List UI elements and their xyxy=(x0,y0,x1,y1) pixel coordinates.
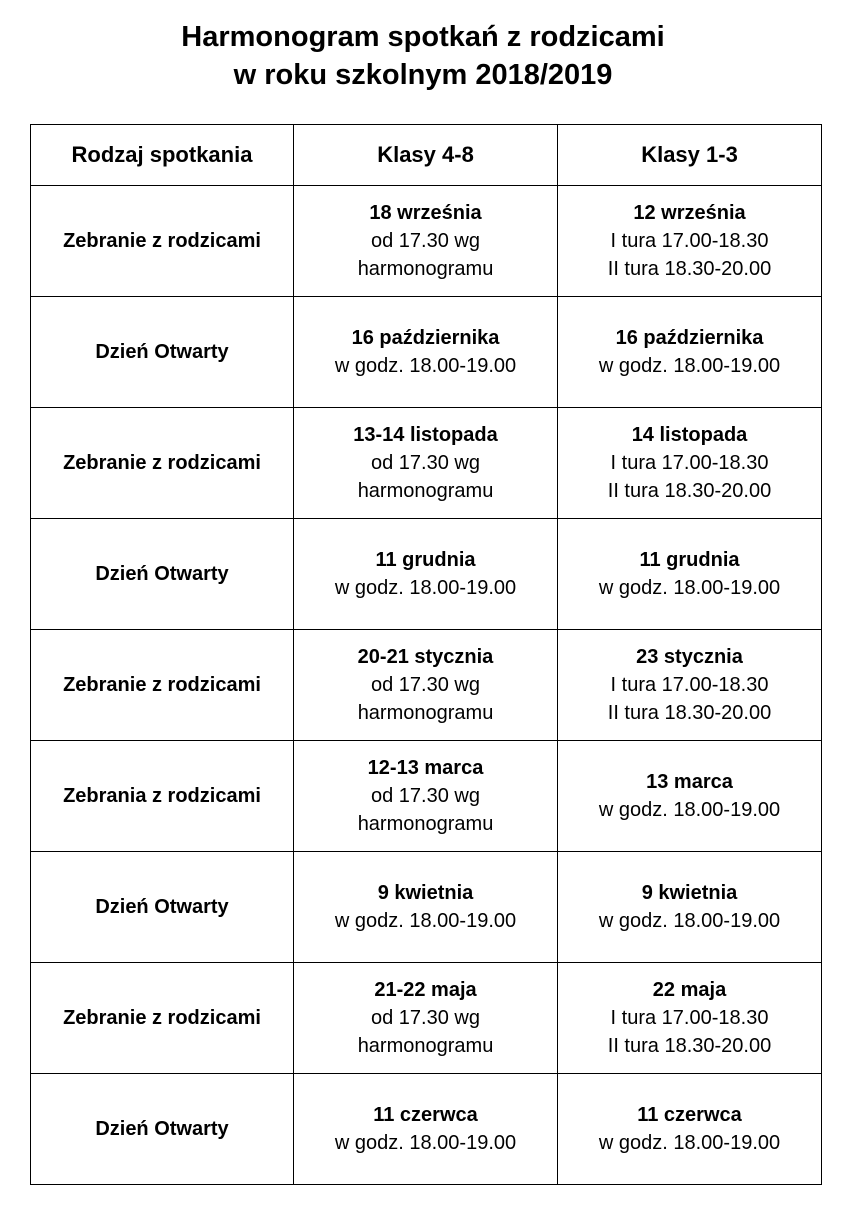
meeting-detail-2: harmonogramu xyxy=(357,1035,494,1057)
meeting-detail-2: harmonogramu xyxy=(357,813,494,835)
meeting-detail-1: I tura 17.00-18.30 xyxy=(610,230,769,252)
meeting-detail-2: II tura 18.30-20.00 xyxy=(607,702,772,724)
meeting-detail-1: w godz. 18.00-19.00 xyxy=(334,910,517,932)
table-row xyxy=(31,1074,822,1185)
header-grades-4-8: Klasy 4-8 xyxy=(294,125,558,186)
meeting-detail-1: I tura 17.00-18.30 xyxy=(610,1007,769,1029)
meeting-detail-1: od 17.30 wg xyxy=(371,230,480,252)
table-header-row xyxy=(31,125,822,186)
table-row xyxy=(31,519,822,630)
meeting-type-cell: Dzień Otwarty xyxy=(31,297,294,408)
grades-4-8-cell xyxy=(294,519,558,630)
meeting-type-cell: Dzień Otwarty xyxy=(31,1074,294,1185)
meeting-date: 16 października xyxy=(615,327,764,349)
meeting-detail-2: II tura 18.30-20.00 xyxy=(607,1035,772,1057)
meeting-detail-1: od 17.30 wg xyxy=(371,785,480,807)
meeting-type-cell: Dzień Otwarty xyxy=(31,852,294,963)
meeting-detail-1: od 17.30 wg xyxy=(371,674,480,696)
meeting-detail-2: harmonogramu xyxy=(357,480,494,502)
meeting-date: 9 kwietnia xyxy=(641,882,738,904)
meeting-date: 11 czerwca xyxy=(637,1104,742,1126)
title-line-2: w roku szkolnym 2018/2019 xyxy=(233,59,613,91)
table-row xyxy=(31,630,822,741)
meeting-type-cell: Zebranie z rodzicami xyxy=(31,186,294,297)
meeting-type-cell: Zebrania z rodzicami xyxy=(31,741,294,852)
grades-1-3-cell xyxy=(558,297,822,408)
grades-1-3-cell xyxy=(558,519,822,630)
meeting-detail-1: w godz. 18.00-19.00 xyxy=(598,1132,781,1154)
meeting-detail-1: I tura 17.00-18.30 xyxy=(610,674,769,696)
schedule-table xyxy=(30,124,822,1185)
grades-4-8-cell xyxy=(294,186,558,297)
meeting-date: 22 maja xyxy=(652,979,727,1001)
grades-4-8-cell xyxy=(294,297,558,408)
grades-4-8-cell xyxy=(294,408,558,519)
page-title xyxy=(0,18,846,94)
meeting-date: 23 stycznia xyxy=(636,646,743,668)
meeting-detail-1: od 17.30 wg xyxy=(371,1007,480,1029)
meeting-detail-2: II tura 18.30-20.00 xyxy=(607,480,772,502)
meeting-detail-1: w godz. 18.00-19.00 xyxy=(598,910,781,932)
table-row xyxy=(31,741,822,852)
meeting-date: 11 grudnia xyxy=(375,549,476,571)
table-row xyxy=(31,852,822,963)
meeting-date: 18 września xyxy=(369,202,482,224)
meeting-date: 11 grudnia xyxy=(639,549,740,571)
meeting-date: 13 marca xyxy=(646,771,733,793)
meeting-date: 20-21 stycznia xyxy=(357,646,494,668)
title-line-1: Harmonogram spotkań z rodzicami xyxy=(181,21,665,53)
meeting-date: 16 października xyxy=(351,327,500,349)
grades-1-3-cell xyxy=(558,408,822,519)
meeting-detail-1: w godz. 18.00-19.00 xyxy=(598,355,781,377)
table-row xyxy=(31,297,822,408)
meeting-detail-1: w godz. 18.00-19.00 xyxy=(334,1132,517,1154)
meeting-type-cell: Zebranie z rodzicami xyxy=(31,630,294,741)
meeting-date: 14 listopada xyxy=(631,424,748,446)
header-grades-1-3: Klasy 1-3 xyxy=(558,125,822,186)
header-meeting-type: Rodzaj spotkania xyxy=(31,125,294,186)
meeting-detail-1: w godz. 18.00-19.00 xyxy=(598,577,781,599)
meeting-detail-2: II tura 18.30-20.00 xyxy=(607,258,772,280)
grades-1-3-cell xyxy=(558,1074,822,1185)
table-row xyxy=(31,963,822,1074)
meeting-detail-2: harmonogramu xyxy=(357,258,494,280)
grades-4-8-cell xyxy=(294,963,558,1074)
meeting-detail-1: w godz. 18.00-19.00 xyxy=(598,799,781,821)
table-row xyxy=(31,186,822,297)
grades-1-3-cell xyxy=(558,963,822,1074)
grades-4-8-cell xyxy=(294,741,558,852)
meeting-date: 21-22 maja xyxy=(374,979,477,1001)
meeting-detail-1: od 17.30 wg xyxy=(371,452,480,474)
meeting-date: 9 kwietnia xyxy=(377,882,474,904)
meeting-detail-1: I tura 17.00-18.30 xyxy=(610,452,769,474)
meeting-date: 12-13 marca xyxy=(367,757,484,779)
grades-1-3-cell xyxy=(558,630,822,741)
meeting-date: 11 czerwca xyxy=(373,1104,478,1126)
table-body xyxy=(31,186,822,1185)
meeting-detail-1: w godz. 18.00-19.00 xyxy=(334,355,517,377)
meeting-date: 12 września xyxy=(633,202,746,224)
meeting-date: 13-14 listopada xyxy=(353,424,498,446)
grades-4-8-cell xyxy=(294,1074,558,1185)
grades-1-3-cell xyxy=(558,186,822,297)
grades-4-8-cell xyxy=(294,852,558,963)
grades-1-3-cell xyxy=(558,852,822,963)
meeting-type-cell: Zebranie z rodzicami xyxy=(31,408,294,519)
meeting-detail-2: harmonogramu xyxy=(357,702,494,724)
grades-4-8-cell xyxy=(294,630,558,741)
meeting-type-cell: Dzień Otwarty xyxy=(31,519,294,630)
meeting-detail-1: w godz. 18.00-19.00 xyxy=(334,577,517,599)
table-row xyxy=(31,408,822,519)
grades-1-3-cell xyxy=(558,741,822,852)
meeting-type-cell: Zebranie z rodzicami xyxy=(31,963,294,1074)
